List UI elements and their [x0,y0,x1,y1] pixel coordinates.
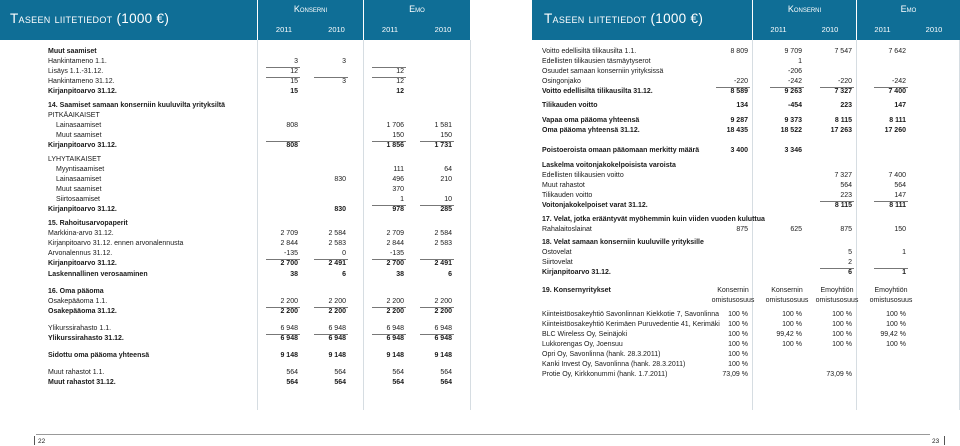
left-row-value: 1 731 [434,142,452,149]
left-row-value: 2 844 [280,240,298,247]
company-ownership-value: 100 % [782,341,802,348]
right-row-value: 7 400 [888,88,906,95]
left-row-label: Sidottu oma pääoma yhteensä [48,352,150,359]
left-row-label: Markkina-arvo 31.12. [48,230,114,237]
right-row-value: 223 [840,192,852,199]
ownership-header: omistusosuus [869,297,913,304]
left-page-number: 22 [38,438,46,445]
left-row-value: 3 [342,78,346,85]
right-row-value: 7 327 [834,172,852,179]
right-row-label: Voitto edellisiltä tilikausilta 31.12. [542,88,653,95]
company-ownership-value: 100 % [886,311,906,318]
left-row-value: 2 200 [434,308,452,315]
left-row-label: 15. Rahoitusarvopaperit [48,220,128,227]
left-row-value: 0 [342,250,346,257]
right-page-number: 23 [932,438,940,445]
right-row-value: 7 400 [888,172,906,179]
right-row-value: 8 809 [730,48,748,55]
right-row-value: 9 373 [784,117,802,124]
left-row-value: 978 [392,206,404,213]
ownership-header: Emoyhtiön [874,287,908,294]
ownership-header: Konsernin [771,287,803,294]
right-row-value: 8 111 [889,202,906,209]
left-row-value: 2 200 [386,298,404,305]
right-row-value: -206 [787,68,802,75]
right-row-value: 3 346 [784,147,802,154]
left-row-value: 9 148 [434,352,452,359]
ownership-header: Emoyhtiön [820,287,854,294]
company-name: Protie Oy, Kirkkonummi (hank. 1.7.2011) [542,371,668,378]
left-row-value: 564 [440,379,452,386]
right-row-label: Tilikauden voitto [542,102,598,109]
right-row-value: -242 [891,78,906,85]
company-ownership-value: 99,42 % [880,331,906,338]
left-row-value: 2 709 [386,230,404,237]
left-row-value: 2 709 [280,230,298,237]
right-row-value: 8 115 [834,202,852,209]
right-row-value: 223 [840,102,852,109]
left-row-label: Ylikurssirahasto 1.1. [48,325,112,332]
left-row-value: 150 [440,132,452,139]
left-row-label: Ylikurssirahasto 31.12. [48,335,124,342]
left-row-value: 2 200 [328,298,346,305]
left-row-value: 150 [392,132,404,139]
right-year-3: 2011 [874,25,891,34]
right-year-4: 2010 [925,25,943,34]
left-row-label: Arvonalennus 31.12. [48,250,113,257]
right-header-band [532,0,960,40]
right-group-emo: Emo [900,4,917,14]
left-row-value: 564 [392,369,404,376]
left-row-label: Kirjanpitoarvo 31.12. ennen arvonalennusta [48,240,184,247]
ownership-header: omistusosuus [711,297,755,304]
left-row-label: Muut saamiset [56,186,102,193]
left-row-value: 496 [392,176,404,183]
right-row-value: -454 [787,102,802,109]
left-row-value: 3 [342,58,346,65]
left-row-value: 15 [290,78,298,85]
left-row-label: Kirjanpitoarvo 31.12. [48,88,117,95]
left-row-value: 2 200 [386,308,404,315]
right-row-value: 8 589 [730,88,748,95]
company-ownership-value: 73,09 % [826,371,852,378]
left-row-label: Osakepääoma 31.12. [48,308,117,315]
right-page [480,0,960,446]
left-row-label: Muut rahastot 31.12. [48,379,116,386]
left-row-value: 808 [286,142,298,149]
left-row-value: 2 200 [328,308,346,315]
left-row-value: 2 491 [328,260,346,267]
left-row-label: Lisäys 1.1.-31.12. [48,68,104,75]
left-row-label: Muut saamiset [48,48,97,55]
left-row-value: 6 948 [280,325,298,332]
left-row-label: Hankintameno 31.12. [48,78,115,85]
left-row-value: 2 491 [434,260,452,267]
left-row-value: 3 [294,58,298,65]
left-row-value: 564 [334,379,346,386]
left-page-title: Taseen liitetiedot (1000 €) [10,11,170,26]
left-row-label: Kirjanpitoarvo 31.12. [48,142,117,149]
left-row-value: 830 [334,176,346,183]
right-row-value: 8 111 [889,117,906,124]
right-row-label: 18. Velat samaan konserniin kuuluville yrityksille [542,239,704,246]
left-row-value: 210 [440,176,452,183]
company-ownership-value: 100 % [728,351,748,358]
company-ownership-value: 99,42 % [776,331,802,338]
right-row-value: 625 [790,226,802,233]
company-ownership-value: 100 % [832,341,852,348]
left-row-value: 10 [444,196,452,203]
right-row-label: Tilikauden voitto [542,192,593,199]
left-row-value: 6 948 [328,325,346,332]
right-row-value: 134 [736,102,748,109]
company-ownership-value: 100 % [886,341,906,348]
right-row-label: Kirjanpitoarvo 31.12. [542,269,611,276]
left-row-value: 111 [393,166,404,173]
company-ownership-value: 100 % [728,361,748,368]
left-row-label: Laskennallinen verosaaminen [48,271,148,278]
right-row-value: 8 115 [834,117,852,124]
left-row-label: Hankintameno 1.1. [48,58,107,65]
right-row-value: 147 [894,192,906,199]
left-row-value: 2 700 [280,260,298,267]
right-row-label: Osuudet samaan konserniin yrityksissä [542,68,664,75]
right-row-value: 7 642 [888,48,906,55]
right-row-label: Muut rahastot [542,182,585,189]
left-row-label: Kirjanpitoarvo 31.12. [48,206,117,213]
right-row-value: 9 263 [784,88,802,95]
right-row-label: 17. Velat, jotka erääntyvät myöhemmin kuin viiden vuoden kuluttua [542,216,765,223]
left-row-label: LYHYTAIKAISET [48,156,102,163]
right-row-value: 2 [848,259,852,266]
left-row-label: Myyntisaamiset [56,166,105,173]
left-row-value: 285 [440,206,452,213]
left-row-value: 6 948 [434,325,452,332]
left-row-value: 12 [396,88,404,95]
right-row-label: Edellisten tilikausien täsmäytyserot [542,58,651,65]
left-row-value: 15 [290,88,298,95]
left-row-value: -135 [389,250,404,257]
left-row-label: Muut rahastot 1.1. [48,369,105,376]
left-row-value: 564 [286,379,298,386]
right-row-value: 564 [840,182,852,189]
right-year-2: 2010 [821,25,839,34]
left-row-value: 2 584 [434,230,452,237]
left-group-konserni: Konserni [293,4,328,14]
right-row-label: Ostovelat [542,249,572,256]
right-group-konserni: Konserni [787,4,822,14]
right-row-label: Rahalaitoslainat [542,226,592,233]
right-row-label: Poistoeroista omaan pääomaan merkitty määrä [542,147,700,154]
company-name: Lukkorengas Oy, Joensuu [542,341,623,348]
left-row-value: 12 [290,68,298,75]
right-row-value: 5 [848,249,852,256]
left-row-label: Muut saamiset [56,132,102,139]
right-row-value: 1 [902,249,906,256]
left-row-value: 6 [448,271,452,278]
right-row-value: 147 [894,102,906,109]
company-ownership-value: 100 % [728,311,748,318]
left-row-label: 16. Oma pääoma [48,288,104,295]
company-ownership-value: 100 % [728,321,748,328]
right-row-label: Edellisten tilikausien voitto [542,172,624,179]
left-row-value: 6 948 [280,335,298,342]
right-row-value: 7 327 [834,88,852,95]
ownership-header: omistusosuus [815,297,859,304]
company-ownership-value: 100 % [728,331,748,338]
company-name: Kanki Invest Oy, Savonlinna (hank. 28.3.2011) [542,361,686,368]
right-row-value: -220 [837,78,852,85]
left-row-value: 2 844 [386,240,404,247]
company-name: Kiinteistöosakeyhtiö Kerimäen Puruvedentie 41, Kerimäki [542,321,720,328]
left-year-2: 2010 [328,25,345,34]
company-name: BLC Wireless Oy, Seinäjoki [542,331,628,338]
company-ownership-value: 100 % [832,321,852,328]
left-row-value: 6 948 [328,335,346,342]
company-ownership-value: 100 % [728,341,748,348]
left-group-emo: Emo [409,4,425,14]
left-row-value: 6 948 [386,335,404,342]
left-row-label: Kirjanpitoarvo 31.12. [48,260,117,267]
left-row-value: 2 583 [434,240,452,247]
left-row-value: 1 581 [434,122,452,129]
right-row-value: 1 [798,58,802,65]
left-row-label: 14. Saamiset samaan konserniin kuuluvilta yrityksiltä [48,102,226,109]
left-row-label: Lainasaamiset [56,176,102,183]
left-row-value: 2 700 [386,260,404,267]
right-row-value: 17 260 [884,127,906,134]
left-row-value: 2 200 [280,298,298,305]
right-row-value: 9 287 [730,117,748,124]
right-row-value: -242 [787,78,802,85]
right-row-value: 1 [902,269,906,276]
left-row-value: 564 [286,369,298,376]
left-row-value: 564 [392,379,404,386]
company-ownership-value: 100 % [782,321,802,328]
left-row-value: 12 [396,78,404,85]
left-row-value: 370 [392,186,404,193]
left-row-value: 9 148 [280,352,298,359]
right-page-title: Taseen liitetiedot (1000 €) [544,11,704,26]
ownership-header: omistusosuus [765,297,809,304]
right-row-label: Siirtovelat [542,259,573,266]
company-ownership-value: 100 % [832,311,852,318]
left-row-label: Siirtosaamiset [56,196,100,203]
right-row-label: Osingonjako [542,78,581,85]
left-row-label: PITKÄAIKAISET [48,112,100,119]
right-row-value: 9 709 [784,48,802,55]
right-row-value: 18 435 [726,127,748,134]
left-header-band [0,0,470,40]
left-row-value: 1 [400,196,404,203]
right-row-label: Voitto edellisiltä tilikausilta 1.1. [542,48,637,55]
right-row-value: -220 [733,78,748,85]
left-row-value: 808 [286,122,298,129]
company-name: Opri Oy, Savonlinna (hank. 28.3.2011) [542,351,661,358]
right-row-value: 875 [736,226,748,233]
company-ownership-value: 100 % [832,331,852,338]
company-ownership-value: 100 % [782,311,802,318]
right-row-value: 3 400 [730,147,748,154]
left-row-value: 1 856 [386,142,404,149]
right-row-label: 19. Konsernyritykset [542,287,611,294]
left-row-value: 9 148 [386,352,404,359]
company-ownership-value: 100 % [886,321,906,328]
company-ownership-value: 73,09 % [722,371,748,378]
left-row-value: 9 148 [328,352,346,359]
right-row-value: 7 547 [834,48,852,55]
left-row-value: 830 [334,206,346,213]
right-year-1: 2011 [770,25,787,34]
left-row-value: 2 584 [328,230,346,237]
right-row-value: 17 263 [830,127,852,134]
left-row-value: 12 [396,68,404,75]
ownership-header: Konsernin [717,287,749,294]
left-row-value: -135 [283,250,298,257]
right-row-label: Voitonjakokelpoiset varat 31.12. [542,202,648,209]
left-row-label: Osakepääoma 1.1. [48,298,108,305]
left-row-value: 564 [334,369,346,376]
left-year-3: 2011 [381,25,399,34]
company-name: Kiinteistöosakeyhtiö Savonlinnan Kiekkotie 7, Savonlinna [542,311,720,318]
left-row-value: 64 [444,166,452,173]
left-row-value: 6 948 [434,335,452,342]
left-year-4: 2010 [434,25,452,34]
left-row-value: 38 [290,271,298,278]
right-row-value: 564 [894,182,906,189]
right-row-label: Vapaa oma pääoma yhteensä [542,117,640,124]
left-row-value: 564 [440,369,452,376]
right-row-value: 18 522 [780,127,802,134]
left-row-value: 2 583 [328,240,346,247]
left-row-label: Lainasaamiset [56,122,102,129]
left-row-value: 6 948 [386,325,404,332]
right-row-label: Oma pääoma yhteensä 31.12. [542,127,640,134]
left-row-value: 2 200 [280,308,298,315]
left-year-1: 2011 [275,25,293,34]
right-row-label: Laskelma voitonjakokelpoisista varoista [542,162,676,169]
left-row-value: 1 706 [386,122,404,129]
left-row-value: 38 [396,271,404,278]
right-row-value: 150 [894,226,906,233]
right-row-value: 875 [840,226,852,233]
left-row-value: 6 [342,271,346,278]
right-row-value: 6 [848,269,852,276]
left-row-value: 2 200 [434,298,452,305]
